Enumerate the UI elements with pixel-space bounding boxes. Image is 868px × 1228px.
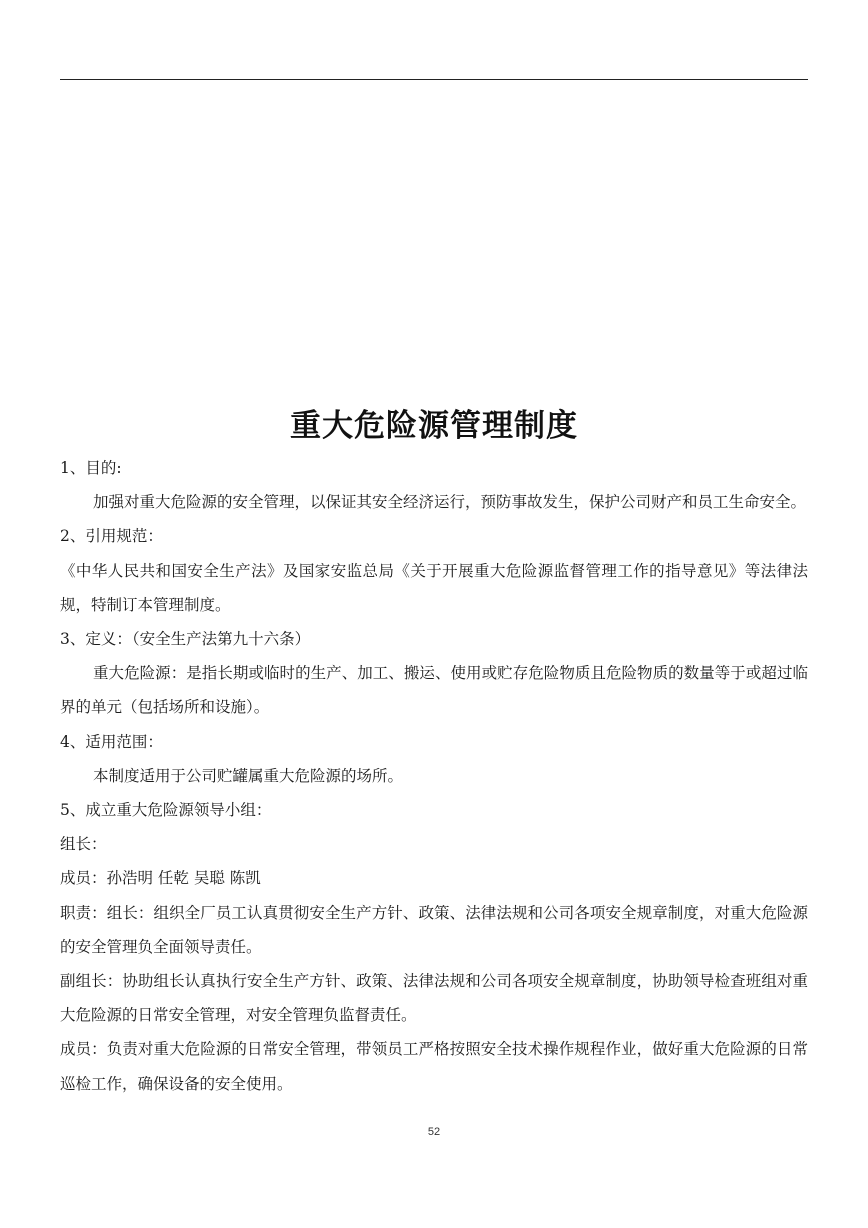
section-heading-references: 2、引用规范：	[60, 527, 163, 546]
section-heading-purpose: 1、目的:	[60, 459, 122, 477]
paragraph-references: 《中华人民共和国安全生产法》及国家安监总局《关于开展重大危险源监督管理工作的指导意见》等法律法规，特制订本管理制度。	[60, 561, 808, 614]
section-heading-scope: 4、适用范围：	[60, 732, 163, 751]
paragraph-definition: 重大危险源：是指长期或临时的生产、加工、搬运、使用或贮存危险物质且危险物质的数量等于或超过临界的单元（包括场所和设施）。	[60, 664, 808, 717]
duties-leader: 职责：组长：组织全厂员工认真贯彻安全生产方针、政策、法律法规和公司各项安全规章制度，对重大危险源的安全管理负全面领导责任。	[60, 903, 808, 956]
page-number: 52	[427, 1126, 441, 1138]
group-leader-line: 组长：	[60, 835, 107, 854]
group-members-line: 成员：孙浩明 任乾 吴聪 陈凯	[60, 869, 261, 888]
section-heading-group: 5、成立重大危险源领导小组：	[60, 801, 272, 820]
duties-deputy-leader: 副组长：协助组长认真执行安全生产方针、政策、法律法规和公司各项安全规章制度，协助领导检查班组对重大危险源的日常安全管理，对安全管理负监督责任。	[60, 972, 808, 1025]
header-rule	[60, 79, 808, 80]
document-title: 重大危险源管理制度	[290, 408, 578, 444]
section-heading-definition: 3、定义：（安全生产法第九十六条）	[60, 630, 311, 649]
paragraph-purpose: 加强对重大危险源的安全管理，以保证其安全经济运行，预防事故发生，保护公司财产和员工生命安全。	[93, 493, 807, 512]
paragraph-scope: 本制度适用于公司贮罐属重大危险源的场所。	[93, 766, 404, 785]
document-body	[60, 451, 808, 1101]
duties-members: 成员：负责对重大危险源的日常安全管理，带领员工严格按照安全技术操作规程作业，做好重大危险源的日常巡检工作，确保设备的安全使用。	[60, 1040, 808, 1093]
